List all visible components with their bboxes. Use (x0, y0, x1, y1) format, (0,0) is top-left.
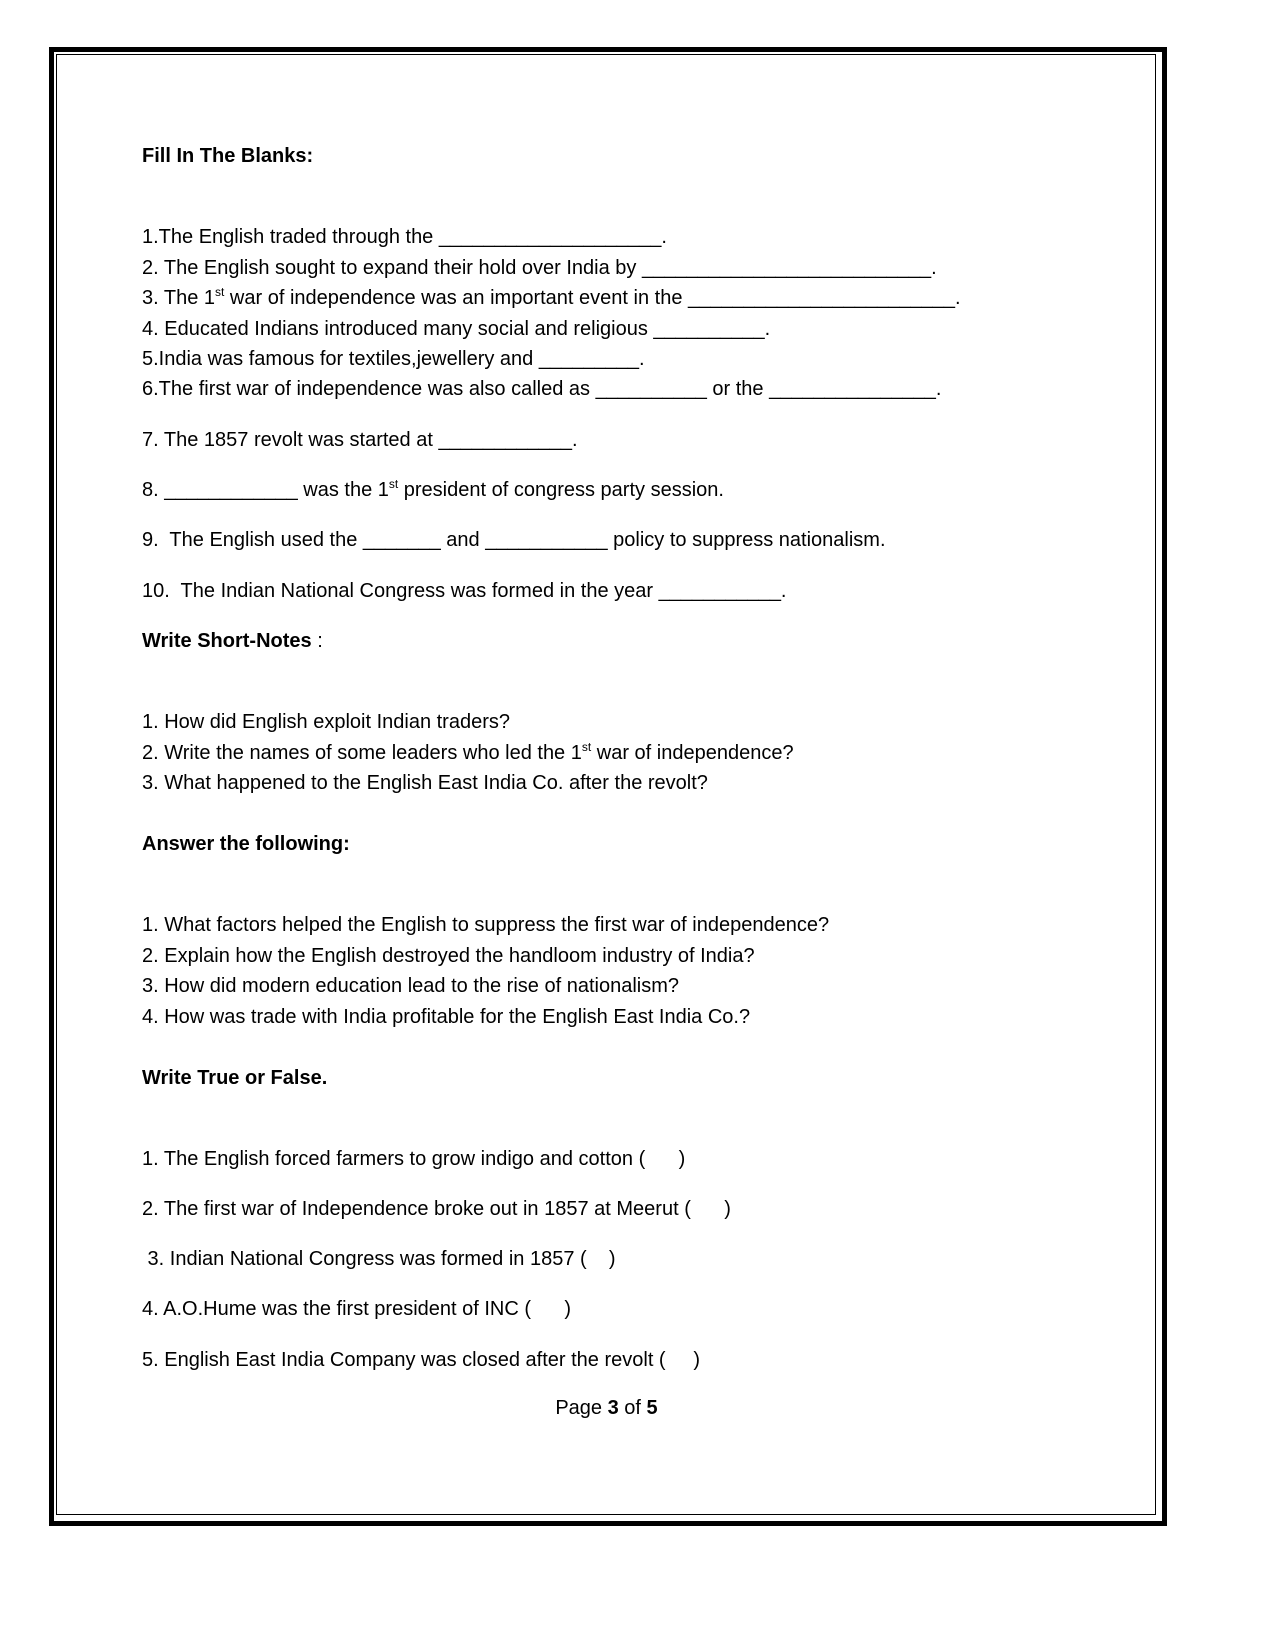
fill-blank-question-3 (142, 286, 961, 310)
current-page: 3 (607, 1397, 619, 1419)
fill-blank-question-5: 5.India was famous for textiles,jewellery and _________. (142, 348, 645, 370)
short-note-question-1: 1. How did English exploit Indian traders? (142, 711, 510, 733)
short-note-question-3: 3. What happened to the English East India Co. after the revolt? (142, 772, 708, 794)
fill-blanks-heading: Fill In The Blanks: (142, 145, 314, 167)
true-false-question-1: 1. The English forced farmers to grow indigo and cotton ( ) (142, 1148, 686, 1170)
question-text: 2. Write the names of some leaders who led the 1 (142, 742, 582, 764)
true-false-question-5: 5. English East India Company was closed after the revolt ( ) (142, 1349, 701, 1371)
question-text: 8. ____________ was the 1 (142, 479, 389, 501)
ordinal-suffix: st (581, 740, 592, 754)
page-number (0, 1396, 1213, 1420)
true-false-question-3: 3. Indian National Congress was formed in 1857 ( ) (142, 1248, 616, 1270)
heading-text: Write Short-Notes (142, 630, 312, 652)
fill-blank-question-10: 10. The Indian National Congress was formed in the year ___________. (142, 580, 787, 602)
total-pages: 5 (646, 1397, 658, 1419)
page-word: Page (555, 1397, 608, 1419)
ordinal-suffix: st (215, 285, 225, 299)
fill-blank-question-7: 7. The 1857 revolt was started at ____________. (142, 429, 578, 451)
answer-heading: Answer the following: (142, 833, 350, 855)
question-text: war of independence? (591, 742, 794, 764)
answer-question-4: 4. How was trade with India profitable for the English East India Co.? (142, 1006, 751, 1028)
short-note-question-2 (142, 741, 794, 765)
true-false-question-2: 2. The first war of Independence broke out in 1857 at Meerut ( ) (142, 1198, 731, 1220)
answer-question-3: 3. How did modern education lead to the rise of nationalism? (142, 975, 679, 997)
heading-suffix: : (311, 630, 323, 652)
fill-blank-question-6: 6.The first war of independence was also called as __________ or the _______________. (142, 378, 942, 400)
true-false-question-4: 4. A.O.Hume was the first president of INC ( ) (142, 1298, 572, 1320)
fill-blank-question-2: 2. The English sought to expand their hold over India by __________________________. (142, 257, 937, 279)
question-text: 3. The 1 (142, 287, 216, 309)
fill-blank-question-4: 4. Educated Indians introduced many social and religious __________. (142, 318, 771, 340)
fill-blank-question-1: 1.The English traded through the ____________________. (142, 226, 667, 248)
ordinal-suffix: st (388, 477, 399, 491)
answer-question-2: 2. Explain how the English destroyed the handloom industry of India? (142, 945, 755, 967)
fill-blank-question-9: 9. The English used the _______ and ___________ policy to suppress nationalism. (142, 529, 886, 551)
answer-question-1: 1. What factors helped the English to suppress the first war of independence? (142, 914, 830, 936)
question-text: president of congress party session. (398, 479, 724, 501)
fill-blank-question-8 (142, 478, 724, 502)
short-notes-heading (142, 629, 323, 653)
true-false-heading: Write True or False. (142, 1067, 328, 1089)
question-text: war of independence was an important event in the ________________________. (224, 287, 961, 309)
of-word: of (618, 1397, 647, 1419)
